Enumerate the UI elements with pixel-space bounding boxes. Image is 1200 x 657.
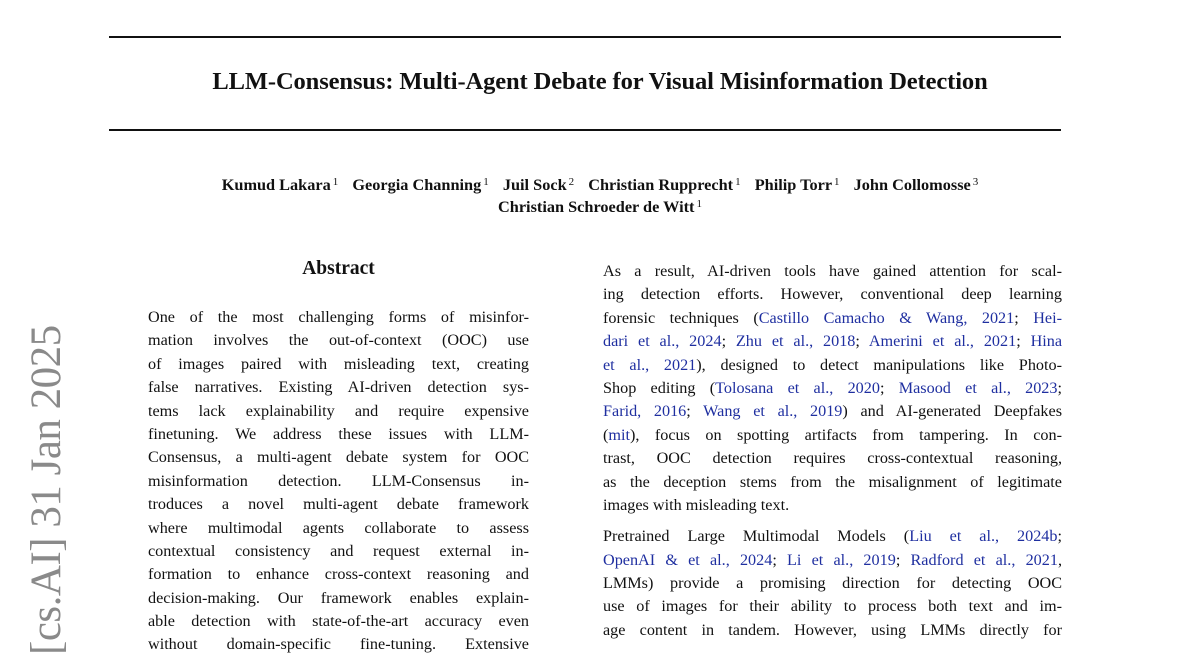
author: Kumud Lakara $^1$ [221,175,339,194]
citation-link[interactable]: Wang et al., 2019 [703,402,843,421]
body-line: dari et al., 2024; Zhu et al., 2018; Amerini et al., 2021; Hina [603,332,1062,351]
citation-link[interactable]: Li et al., 2019 [787,550,896,569]
abstract-line: tems lack explainability and require expensive [148,401,529,420]
citation-link[interactable]: Tolosana et al., 2020 [715,378,880,397]
citation-link[interactable]: OpenAI & et al., 2024 [603,550,773,569]
title-rule-bottom [109,129,1061,131]
body-line: et al., 2021), designed to detect manipulations like Photo- [603,355,1062,374]
citation-link[interactable]: Masood et al., 2023 [898,378,1058,397]
body-line: As a result, AI-driven tools have gained attention for scal- [603,262,1062,280]
author: John Collomosse $^3$ [853,175,979,194]
author: Christian Rupprecht $^1$ [588,175,741,194]
citation-link[interactable]: Amerini et al., 2021 [868,332,1017,351]
author: Philip Torr $^1$ [754,175,840,194]
abstract-line: able detection with state-of-the-art accuracy even [148,612,529,631]
abstract-line: of images paired with misleading text, creating [148,354,529,373]
citation-link[interactable]: mit [608,425,630,444]
abstract-line: One of the most challenging forms of misinfor- [148,308,529,326]
body-line: (mit), focus on spotting artifacts from tampering. In con- [603,425,1062,444]
body-line: Shop editing (Tolosana et al., 2020; Masood et al., 2023; [603,378,1062,397]
body-line: Pretrained Large Multimodal Models (Liu et al., 2024b; [603,527,1062,546]
body-paragraph-1 [603,260,1062,517]
citation-link[interactable]: et al., 2021 [603,355,697,374]
abstract-line: troduces a novel multi-agent debate framework [148,495,529,514]
body-text [603,260,1062,642]
citation-link[interactable]: Castillo Camacho & Wang, 2021 [758,308,1015,327]
citation-link[interactable]: Radford et al., 2021 [910,550,1058,569]
body-line: Farid, 2016; Wang et al., 2019) and AI-generated Deepfakes [603,402,1062,421]
abstract-line: contextual consistency and request external in- [148,541,529,560]
author: Christian Schroeder de Witt $^1$ [498,197,702,216]
abstract-line: without domain-specific fine-tuning. Extensive [148,635,529,654]
body-paragraph-2 [603,525,1062,642]
body-line: OpenAI & et al., 2024; Li et al., 2019; Radford et al., 2021, [603,550,1062,569]
paper-title: LLM-Consensus: Multi-Agent Debate for Visual Misinformation Detection [212,68,988,95]
abstract-line: Consensus, a multi-agent debate system for OOC [148,448,529,467]
body-line: as the deception stems from the misalignment of legitimate [603,472,1062,491]
title-rule-top [109,36,1061,38]
abstract-line: finetuning. We address these issues with LLM- [148,424,529,443]
author-list [100,174,1100,218]
citation-link[interactable]: Liu et al., 2024b [909,527,1058,546]
abstract-line: false narratives. Existing AI-driven detection sys- [148,378,529,397]
abstract-line: mation involves the out-of-context (OOC) use [148,331,529,350]
body-line: ing detection efforts. However, conventional deep learning [603,285,1062,304]
abstract-line: formation to enhance cross-context reasoning and [148,565,529,584]
abstract-line: where multimodal agents collaborate to assess [148,518,529,537]
body-line: LMMs) provide a promising direction for detecting OOC [603,574,1062,593]
abstract-line: decision-making. Our framework enables explain- [148,588,529,607]
abstract-line: misinformation detection. LLM-Consensus in- [148,471,529,490]
citation-link[interactable]: Hei- [1033,308,1062,327]
abstract-text [148,306,529,657]
body-line: forensic techniques (Castillo Camacho & Wang, 2021; Hei- [603,308,1062,327]
body-line: use of images for their ability to process both text and im- [603,597,1062,616]
arxiv-stamp: [cs.AI] 31 Jan 2025 [23,325,70,655]
author: Georgia Channing $^1$ [352,175,489,194]
body-line: images with misleading text. [603,495,790,514]
body-line: age content in tandem. However, using LMMs directly for [603,620,1062,639]
body-line: trast, OOC detection requires cross-contextual reasoning, [603,449,1062,468]
citation-link[interactable]: Zhu et al., 2018 [735,332,856,351]
citation-link[interactable]: Hina [1030,332,1062,351]
citation-link[interactable]: Farid, 2016 [603,402,687,421]
author: Juil Sock $^2$ [502,175,575,194]
abstract-heading: Abstract [302,258,375,279]
citation-link[interactable]: dari et al., 2024 [603,332,722,351]
